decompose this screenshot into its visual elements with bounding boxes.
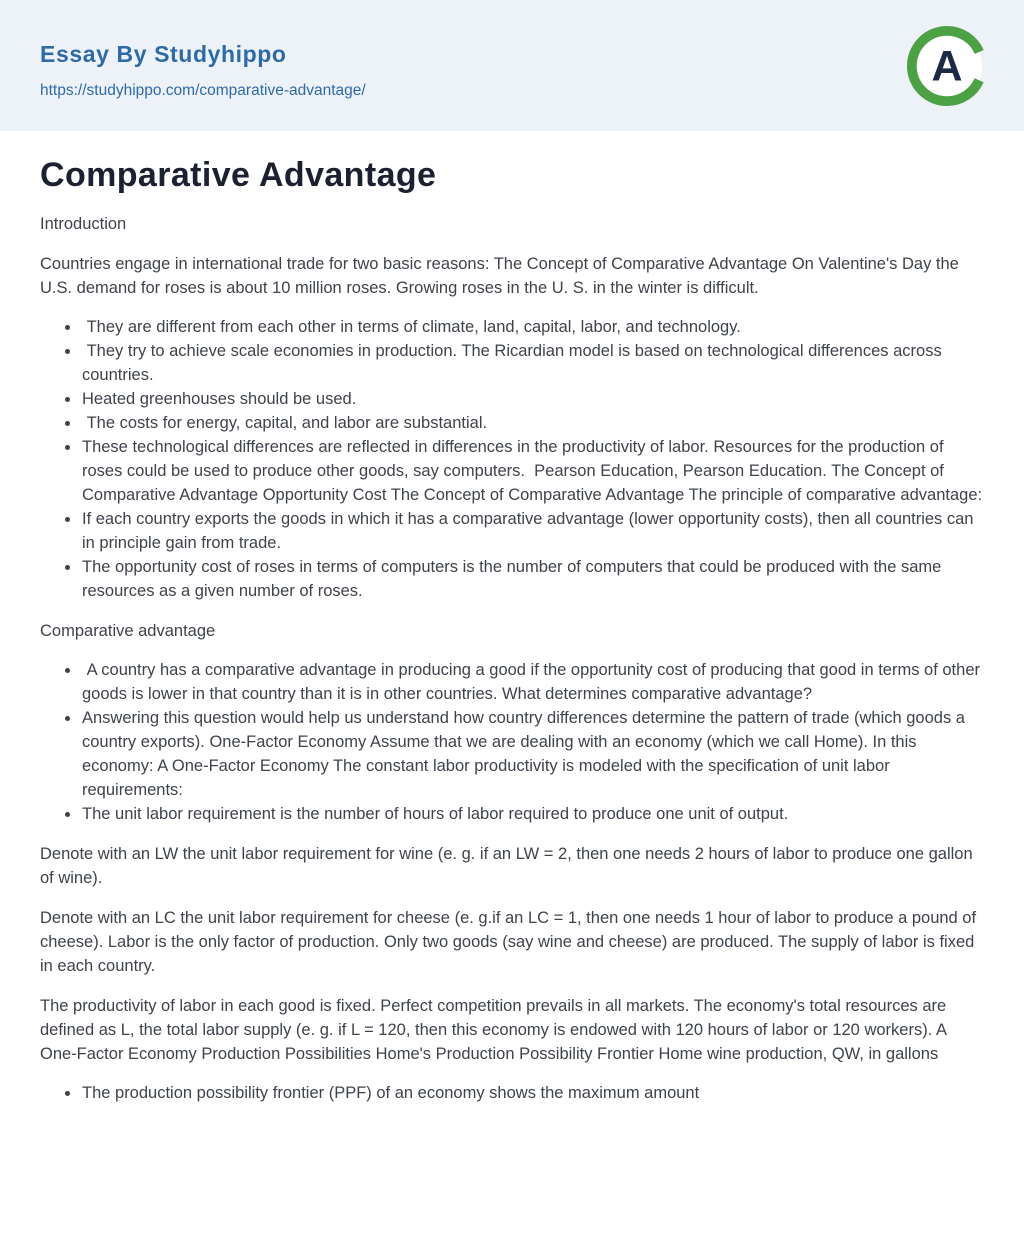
paragraph-lw: Denote with an LW the unit labor requirement for wine (e. g. if an LW = 2, then one needs 2 hours of labor to produce one gallon of wine).: [40, 844, 978, 887]
header-text-block: [40, 31, 366, 100]
list-item: • The costs for energy, capital, and labor are substantial.: [81, 411, 984, 435]
list-item: • They try to achieve scale economies in production. The Ricardian model is based on technological differences across countries.: [81, 339, 984, 387]
list-item: • Heated greenhouses should be used.: [81, 387, 984, 411]
page-header: [0, 0, 1024, 131]
site-name: Essay By Studyhippo: [40, 41, 287, 67]
list-item: • The opportunity cost of roses in terms of computers is the number of computers that could be produced with the same resources as a given number of roses.: [81, 555, 984, 603]
bullet-list-2: [40, 658, 984, 826]
list-item: • If each country exports the goods in which it has a comparative advantage (lower opportunity costs), then all countries can in principle gain from trade.: [81, 507, 984, 555]
list-item: • Answering this question would help us understand how country differences determine the pattern of trade (which goods a country exports). One-Factor Economy Assume that we are dealing with an economy (which we call Home). In this economy: A One-Factor Economy The constant labor productivity is modeled with the specification of unit labor requirements:: [81, 706, 984, 802]
article-content: [0, 155, 1024, 1105]
section-heading: Comparative advantage: [40, 621, 216, 640]
paragraph-lc: Denote with an LC the unit labor requirement for cheese (e. g.if an LC = 1, then one needs 1 hour of labor to produce a pound of cheese). Labor is the only factor of production. Only two goods (say wine and cheese) are produced. The supply of labor is fixed in each country.: [40, 908, 981, 975]
studyhippo-logo-icon: [906, 25, 988, 107]
list-item: • The unit labor requirement is the number of hours of labor required to produce one unit of output.: [81, 802, 984, 826]
intro-heading: Introduction: [40, 214, 127, 233]
list-item: • These technological differences are reflected in differences in the productivity of labor. Resources for the production of roses could be used to produce other goods, say computers. Pearson Education, Pearson Education. The Concept of Comparative Advantage Opportunity Cost The Concept of Comparative Advantage The principle of comparative advantage:: [81, 435, 984, 507]
list-item: • A country has a comparative advantage in producing a good if the opportunity cost of producing that good in terms of other goods is lower in that country than it is in other countries. What determines comparative advantage?: [81, 658, 984, 706]
page-url-link[interactable]: https://studyhippo.com/comparative-advantage/: [40, 82, 366, 99]
list-item: • The production possibility frontier (PPF) of an economy shows the maximum amount: [81, 1081, 984, 1105]
logo-letter: A: [931, 42, 963, 91]
page-title: Comparative Advantage: [40, 156, 437, 194]
bullet-list-1: [40, 315, 984, 603]
paragraph-productivity: The productivity of labor in each good is fixed. Perfect competition prevails in all markets. The economy's total resources are defined as L, the total labor supply (e. g. if L = 120, then this economy is endowed with 120 hours of labor or 120 workers). A One-Factor Economy Production Possibilities Home's Production Possibility Frontier Home wine production, QW, in gallons: [40, 996, 951, 1063]
bullet-list-3: [40, 1081, 984, 1105]
list-item: • They are different from each other in terms of climate, land, capital, labor, and technology.: [81, 315, 984, 339]
intro-paragraph: Countries engage in international trade for two basic reasons: The Concept of Comparative Advantage On Valentine's Day the U.S. demand for roses is about 10 million roses. Growing roses in the U. S. in the winter is difficult.: [40, 254, 964, 297]
